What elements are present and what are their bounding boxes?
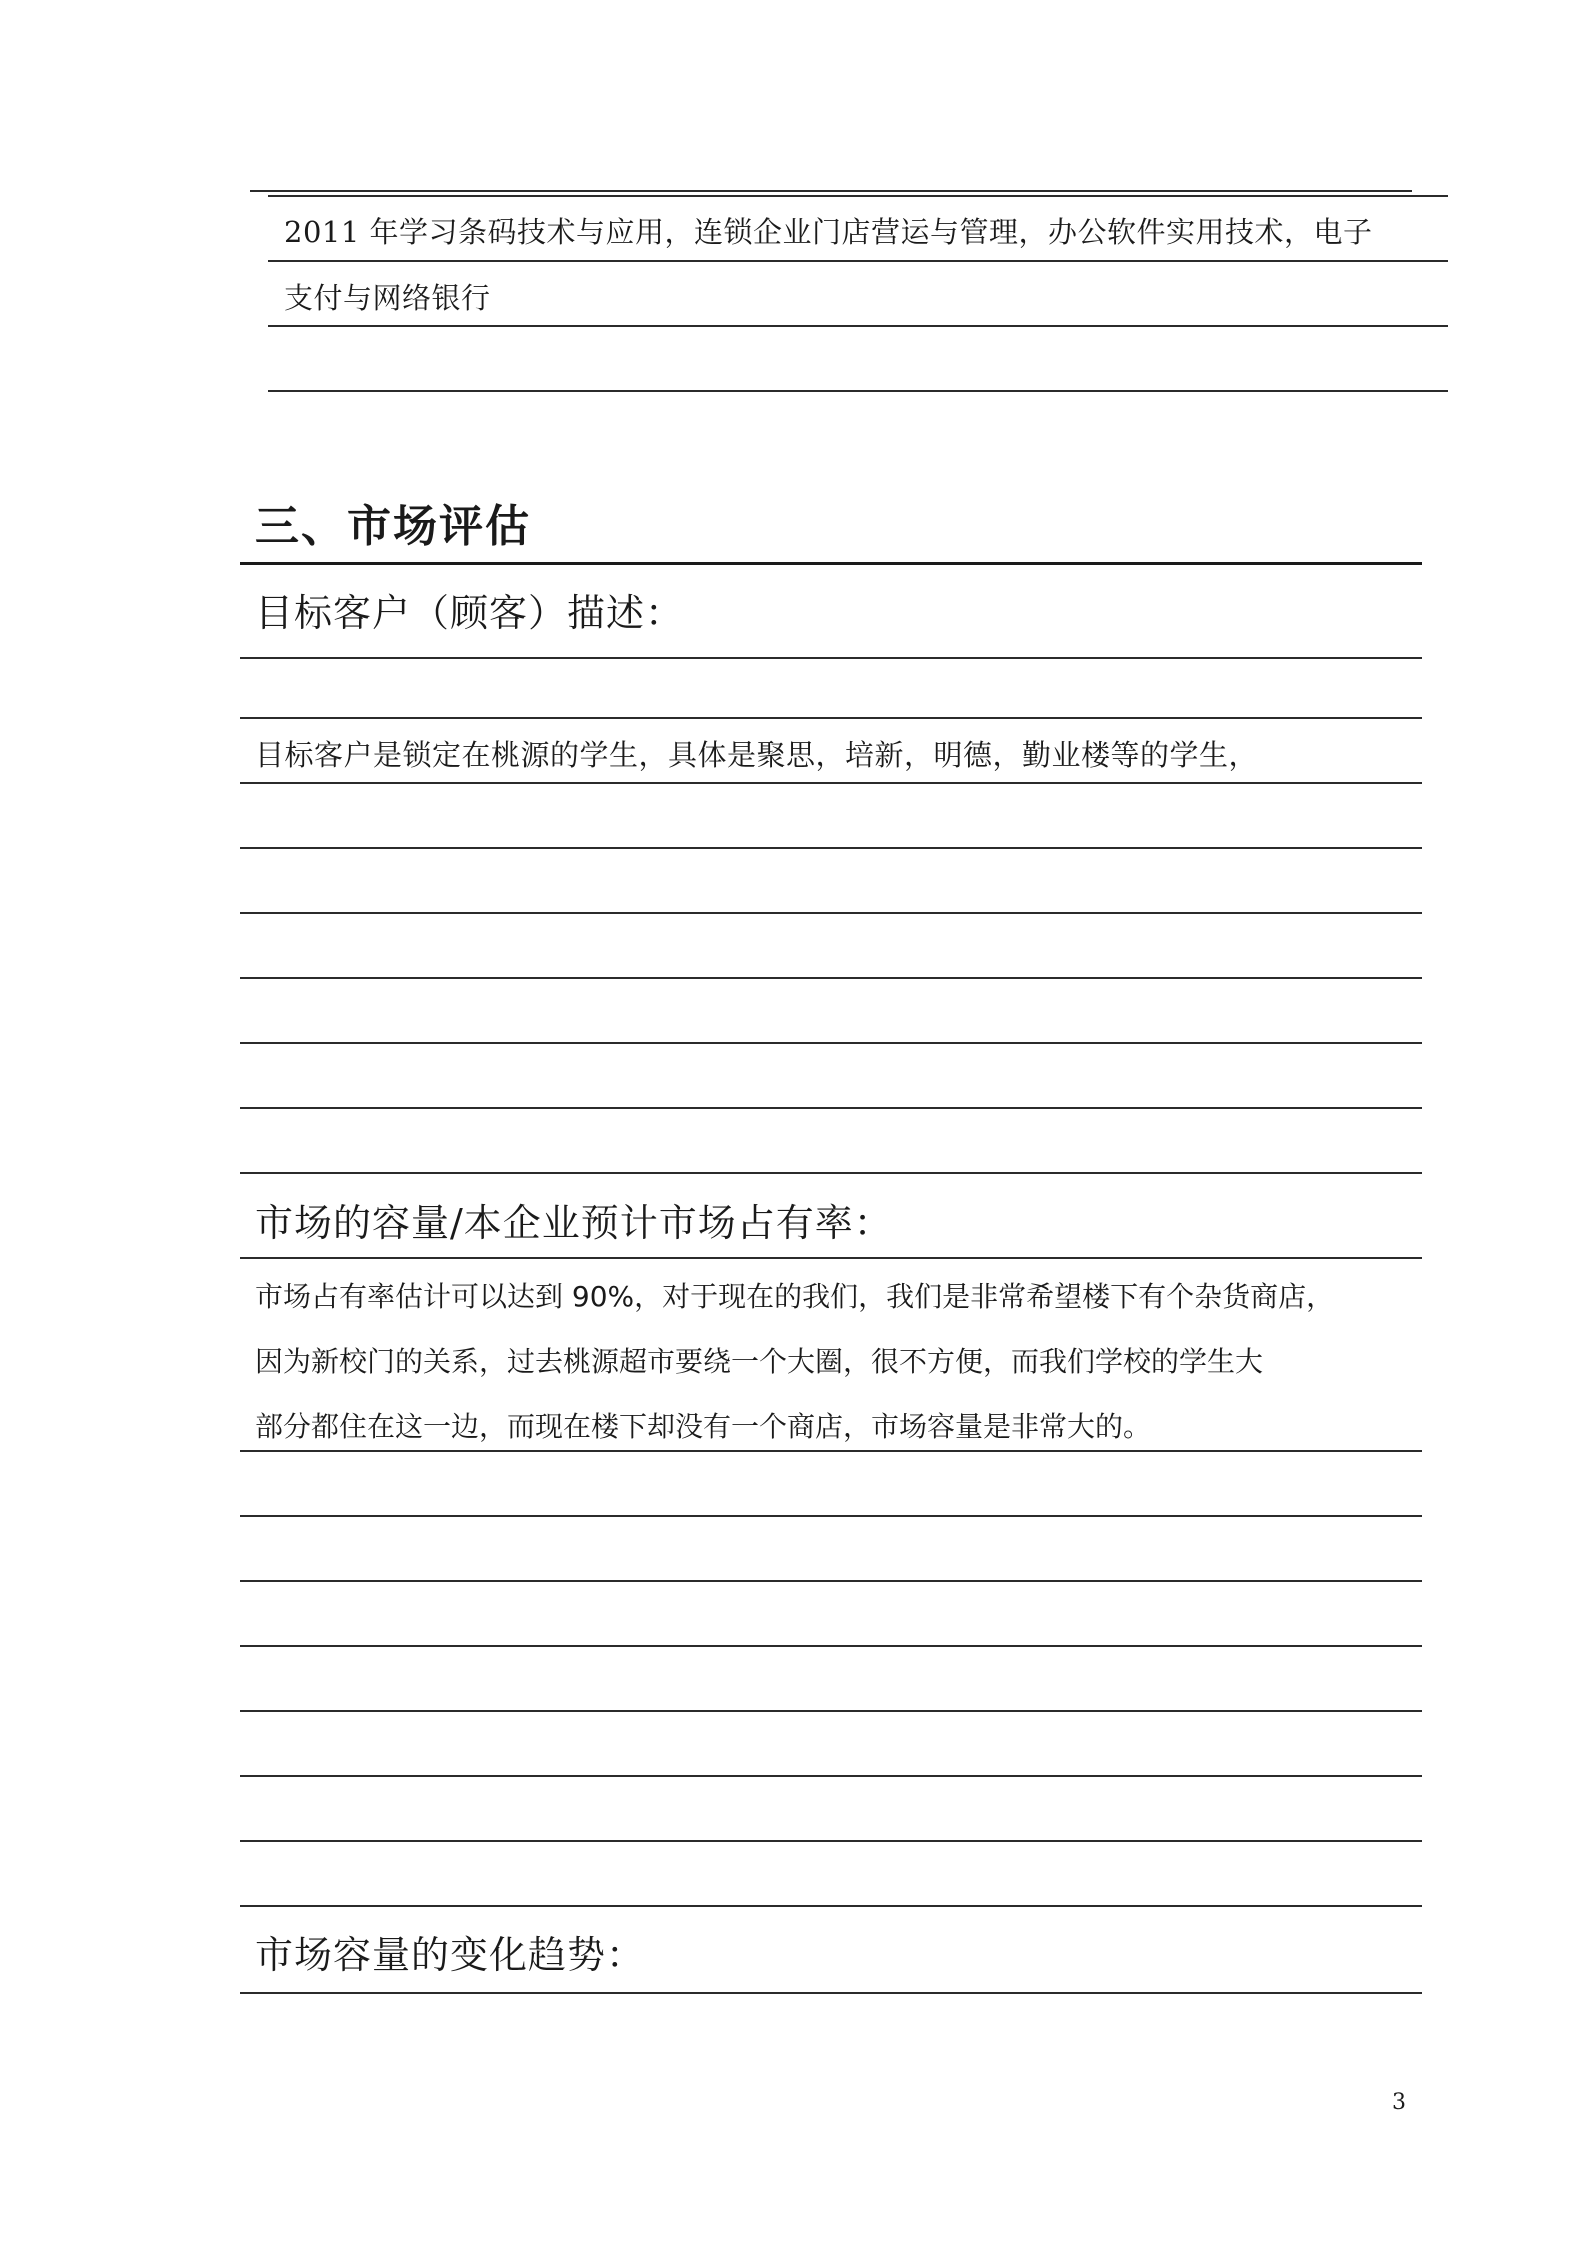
trend-heading: 市场容量的变化趋势： — [255, 1933, 646, 1977]
rule-line — [240, 1172, 1422, 1174]
rule-line — [240, 1450, 1422, 1452]
rule-line — [240, 1905, 1422, 1907]
rule-line — [240, 847, 1422, 849]
rule-line — [240, 1580, 1422, 1582]
rule-line — [268, 260, 1448, 262]
market-share-line-2: 因为新校门的关系，过去桃源超市要绕一个大圈，很不方便，而我们学校的学生大 — [255, 1345, 1264, 1378]
page-number: 3 — [1392, 2090, 1406, 2115]
rule-line — [240, 1710, 1422, 1712]
rule-line — [240, 1515, 1422, 1517]
course-list-line-1: 2011 年学习条码技术与应用，连锁企业门店营运与管理，办公软件实用技术，电子 — [284, 215, 1373, 249]
course-list-line-2: 支付与网络银行 — [284, 281, 491, 315]
rule-line — [268, 325, 1448, 327]
market-share-line-1: 市场占有率估计可以达到 90%，对于现在的我们，我们是非常希望楼下有个杂货商店， — [255, 1280, 1335, 1313]
rule-line — [250, 190, 1412, 192]
market-share-heading: 市场的容量/本企业预计市场占有率： — [255, 1201, 893, 1245]
section-title-underline — [240, 562, 1422, 565]
rule-line — [268, 390, 1448, 392]
rule-line — [240, 912, 1422, 914]
rule-line — [240, 977, 1422, 979]
rule-line — [240, 1645, 1422, 1647]
customer-heading: 目标客户（顾客）描述： — [255, 591, 685, 635]
rule-line — [240, 782, 1422, 784]
rule-line — [240, 1257, 1422, 1259]
rule-line — [268, 195, 1448, 197]
rule-line — [240, 1992, 1422, 1994]
rule-line — [240, 1840, 1422, 1842]
section-title: 三、市场评估 — [255, 501, 531, 552]
customer-description: 目标客户是锁定在桃源的学生，具体是聚思，培新，明德，勤业楼等的学生， — [255, 738, 1259, 772]
rule-line — [240, 1775, 1422, 1777]
market-share-line-3: 部分都住在这一边，而现在楼下却没有一个商店，市场容量是非常大的。 — [255, 1410, 1152, 1443]
rule-line — [240, 657, 1422, 659]
rule-line — [240, 1042, 1422, 1044]
rule-line — [240, 1107, 1422, 1109]
rule-line — [240, 717, 1422, 719]
